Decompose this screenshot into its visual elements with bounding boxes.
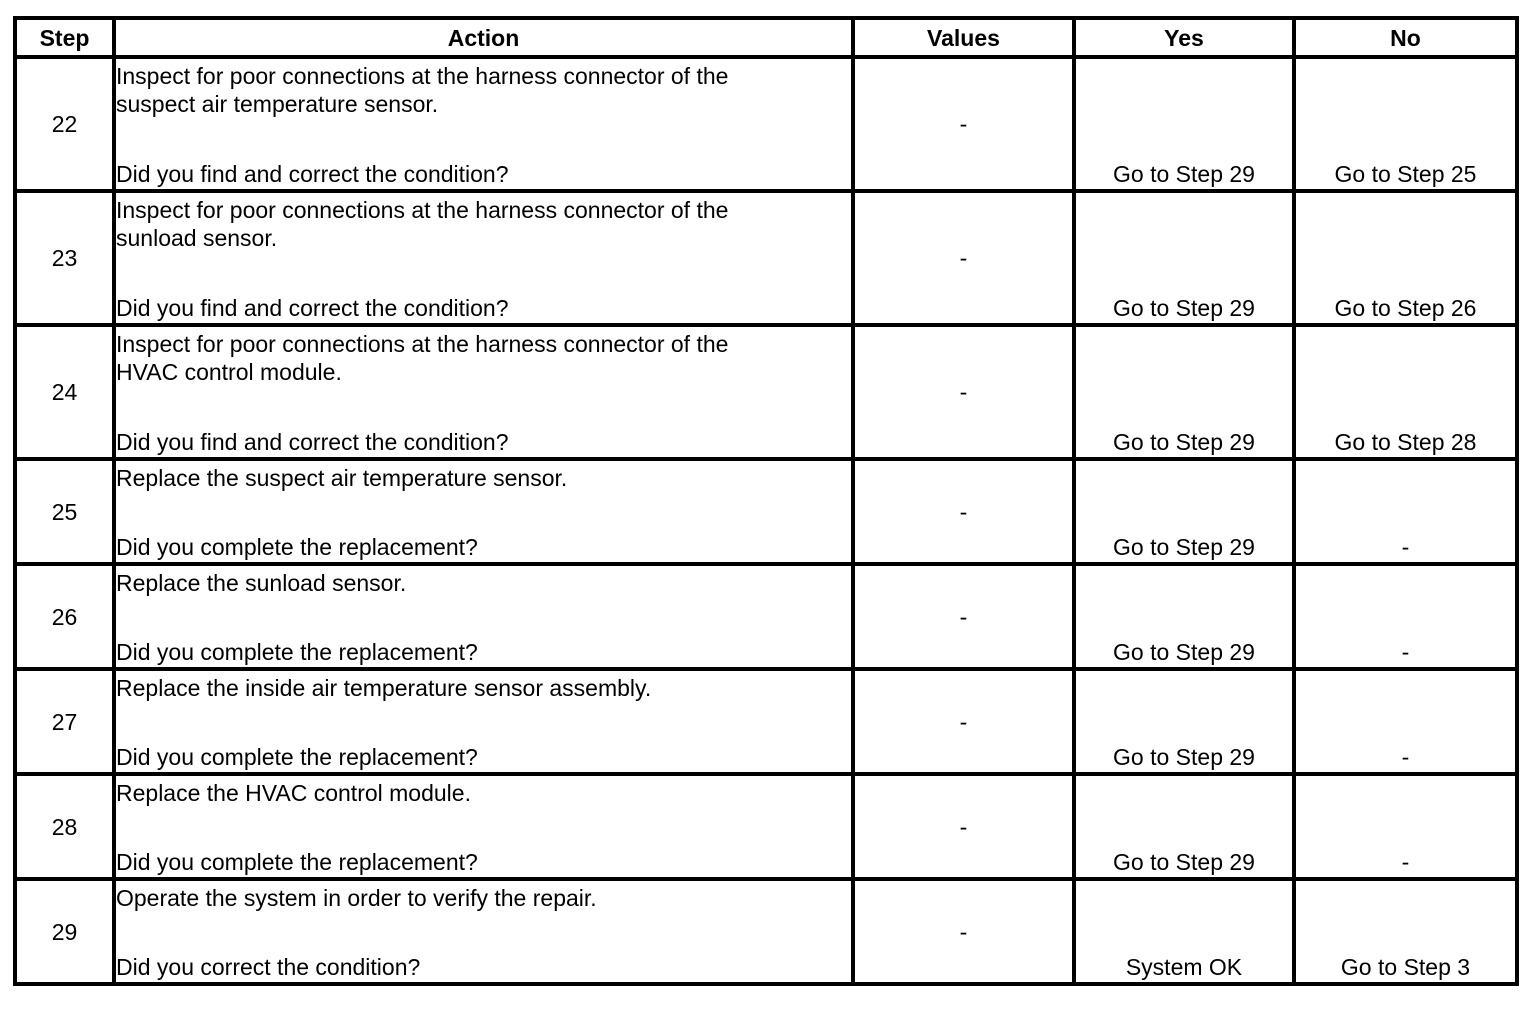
step-number: 29 bbox=[15, 879, 114, 984]
no-cell bbox=[1294, 669, 1517, 774]
table-row bbox=[15, 879, 1517, 984]
yes-outcome: Go to Step 29 bbox=[1113, 161, 1255, 187]
action-question: Did you find and correct the condition? bbox=[116, 429, 509, 455]
action-instruction: Replace the inside air temperature sensor assembly. bbox=[116, 675, 652, 701]
no-cell bbox=[1294, 325, 1517, 459]
action-question: Did you correct the condition? bbox=[116, 954, 421, 980]
yes-cell bbox=[1074, 191, 1294, 325]
action-instruction: Replace the HVAC control module. bbox=[116, 780, 471, 806]
values-cell: - bbox=[853, 191, 1074, 325]
no-cell bbox=[1294, 774, 1517, 879]
table-row bbox=[15, 57, 1517, 191]
action-cell bbox=[114, 459, 853, 564]
values-cell: - bbox=[853, 774, 1074, 879]
header-yes: Yes bbox=[1074, 18, 1294, 57]
action-cell bbox=[114, 191, 853, 325]
action-question: Did you complete the replacement? bbox=[116, 639, 478, 665]
yes-outcome: Go to Step 29 bbox=[1113, 849, 1255, 875]
action-instruction: Operate the system in order to verify the repair. bbox=[116, 885, 597, 911]
header-no: No bbox=[1294, 18, 1517, 57]
action-instruction: Replace the suspect air temperature sensor. bbox=[116, 465, 568, 491]
action-cell bbox=[114, 669, 853, 774]
no-cell bbox=[1294, 191, 1517, 325]
no-outcome: Go to Step 3 bbox=[1340, 954, 1471, 980]
header-step: Step bbox=[15, 18, 114, 57]
action-question: Did you complete the replacement? bbox=[116, 744, 478, 770]
action-cell bbox=[114, 879, 853, 984]
table-row bbox=[15, 325, 1517, 459]
no-outcome: Go to Step 28 bbox=[1334, 429, 1477, 455]
no-cell bbox=[1294, 564, 1517, 669]
action-question: Did you complete the replacement? bbox=[116, 534, 478, 560]
yes-cell bbox=[1074, 325, 1294, 459]
action-question: Did you complete the replacement? bbox=[116, 849, 478, 875]
no-outcome: - bbox=[1401, 744, 1410, 770]
yes-cell bbox=[1074, 57, 1294, 191]
no-outcome: - bbox=[1401, 639, 1410, 665]
action-instruction: Inspect for poor connections at the harness connector of the suspect air temperature sensor. bbox=[116, 63, 729, 117]
table-row bbox=[15, 191, 1517, 325]
table-header-row bbox=[15, 18, 1517, 57]
yes-cell bbox=[1074, 564, 1294, 669]
action-instruction: Inspect for poor connections at the harness connector of the sunload sensor. bbox=[116, 197, 729, 251]
action-instruction: Replace the sunload sensor. bbox=[116, 570, 407, 596]
yes-outcome: Go to Step 29 bbox=[1113, 744, 1255, 770]
header-action: Action bbox=[114, 18, 853, 57]
values-cell: - bbox=[853, 879, 1074, 984]
action-cell bbox=[114, 57, 853, 191]
table-row bbox=[15, 564, 1517, 669]
step-number: 28 bbox=[15, 774, 114, 879]
step-number: 27 bbox=[15, 669, 114, 774]
table-row bbox=[15, 774, 1517, 879]
step-number: 23 bbox=[15, 191, 114, 325]
yes-outcome: System OK bbox=[1125, 954, 1243, 980]
action-cell bbox=[114, 774, 853, 879]
values-cell: - bbox=[853, 564, 1074, 669]
yes-outcome: Go to Step 29 bbox=[1113, 295, 1255, 321]
step-number: 24 bbox=[15, 325, 114, 459]
values-cell: - bbox=[853, 669, 1074, 774]
values-cell: - bbox=[853, 57, 1074, 191]
diagnostic-steps-table bbox=[13, 16, 1519, 986]
action-question: Did you find and correct the condition? bbox=[116, 161, 509, 187]
no-cell bbox=[1294, 879, 1517, 984]
no-outcome: - bbox=[1401, 849, 1410, 875]
no-outcome: Go to Step 25 bbox=[1334, 161, 1477, 187]
yes-cell bbox=[1074, 459, 1294, 564]
action-cell bbox=[114, 564, 853, 669]
yes-outcome: Go to Step 29 bbox=[1113, 429, 1255, 455]
action-question: Did you find and correct the condition? bbox=[116, 295, 509, 321]
action-instruction: Inspect for poor connections at the harness connector of the HVAC control module. bbox=[116, 331, 729, 385]
no-outcome: Go to Step 26 bbox=[1334, 295, 1477, 321]
action-cell bbox=[114, 325, 853, 459]
no-outcome: - bbox=[1401, 534, 1410, 560]
yes-outcome: Go to Step 29 bbox=[1113, 534, 1255, 560]
yes-cell bbox=[1074, 774, 1294, 879]
header-values: Values bbox=[853, 18, 1074, 57]
values-cell: - bbox=[853, 459, 1074, 564]
yes-cell bbox=[1074, 879, 1294, 984]
step-number: 26 bbox=[15, 564, 114, 669]
table-row bbox=[15, 459, 1517, 564]
no-cell bbox=[1294, 459, 1517, 564]
step-number: 25 bbox=[15, 459, 114, 564]
yes-cell bbox=[1074, 669, 1294, 774]
values-cell: - bbox=[853, 325, 1074, 459]
step-number: 22 bbox=[15, 57, 114, 191]
no-cell bbox=[1294, 57, 1517, 191]
table-row bbox=[15, 669, 1517, 774]
yes-outcome: Go to Step 29 bbox=[1113, 639, 1255, 665]
